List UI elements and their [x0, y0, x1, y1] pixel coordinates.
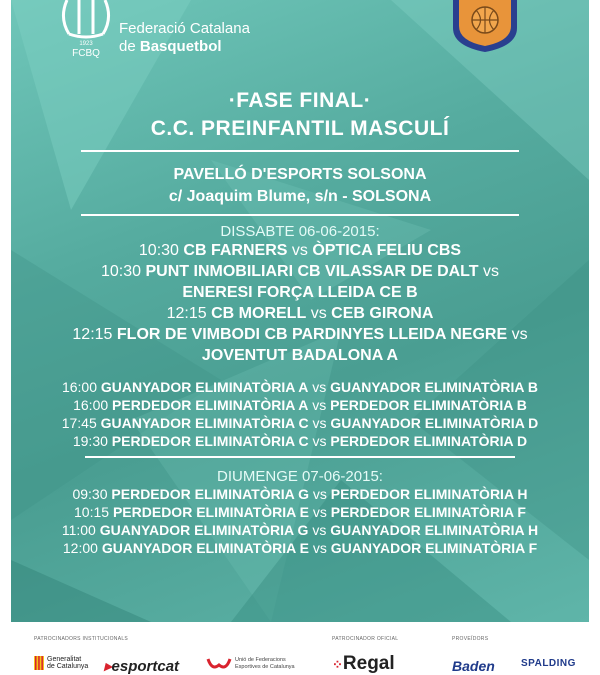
esportcat-logo: [104, 657, 179, 675]
saturday-heading: DISSABTE 06-06-2015:: [220, 223, 380, 240]
federation-name: [119, 20, 250, 56]
match-row-continued: [11, 282, 589, 303]
match-away: PERDEDOR ELIMINATÒRIA F: [330, 504, 526, 520]
match-home: PERDEDOR ELIMINATÒRIA E: [112, 504, 309, 520]
match-time: 12:00: [62, 540, 98, 556]
match-row: [11, 485, 589, 503]
match-row: [11, 414, 589, 432]
generalitat-logo: [34, 656, 89, 670]
federation-prefix: de: [119, 38, 140, 55]
institutional-sponsors-label: PATROCINADORS INSTITUCIONALS: [34, 636, 129, 642]
esportcat-mark-icon: ▸: [104, 658, 112, 675]
match-vs: vs: [312, 522, 327, 538]
match-row: [11, 539, 589, 557]
match-row: [11, 324, 589, 345]
match-row: [11, 432, 589, 450]
match-time: 16:00: [73, 397, 109, 413]
match-vs: vs: [511, 326, 528, 343]
venue-name: PAVELLÓ D'ESPORTS SOLSONA: [173, 166, 427, 183]
match-vs: vs: [291, 242, 308, 259]
match-home: FLOR DE VIMBODI CB PARDINYES LLEIDA NEGRE: [116, 326, 508, 343]
match-row: [11, 378, 589, 396]
match-vs: vs: [310, 305, 327, 322]
match-time: 17:45: [61, 415, 97, 431]
match-away: GUANYADOR ELIMINATÒRIA D: [330, 415, 539, 431]
federation-name-line2: [119, 38, 250, 56]
match-row: [11, 503, 589, 521]
match-away: ENERESI FORÇA LLEIDA CE B: [182, 284, 418, 301]
match-time: 10:30: [101, 263, 142, 280]
match-vs: vs: [312, 397, 327, 413]
generalitat-line1: Generalitat: [47, 656, 82, 663]
regal-dots-icon: ⁘: [332, 657, 343, 672]
match-vs: vs: [312, 433, 327, 449]
match-home: GUANYADOR ELIMINATÒRIA C: [100, 415, 309, 431]
match-away: GUANYADOR ELIMINATÒRIA F: [330, 540, 538, 556]
sponsors-bar: [0, 622, 600, 675]
generalitat-line2: de Catalunya: [47, 663, 89, 670]
match-home: PERDEDOR ELIMINATÒRIA G: [111, 486, 309, 502]
match-time: 09:30: [72, 486, 108, 502]
match-away: CEB GIRONA: [331, 305, 434, 322]
match-row: [11, 396, 589, 414]
official-sponsor-label: PATROCINADOR OFICIAL: [332, 636, 399, 642]
regal-text: Regal: [342, 653, 395, 674]
match-vs: vs: [312, 379, 327, 395]
providers-label: PROVEÏDORS: [452, 636, 489, 642]
match-home: PUNT INMOBILIARI CB VILASSAR DE DALT: [145, 263, 479, 280]
match-row: [11, 303, 589, 324]
club-badge-icon: [451, 0, 519, 52]
generalitat-flag-icon: [34, 656, 44, 670]
match-row: [11, 521, 589, 539]
match-away: PERDEDOR ELIMINATÒRIA H: [330, 486, 528, 502]
match-row: [11, 261, 589, 282]
match-time: 10:30: [138, 242, 179, 259]
ufec-line1: Unió de Federacions: [235, 657, 286, 663]
match-home: GUANYADOR ELIMINATÒRIA G: [99, 522, 309, 538]
ufec-logo: [206, 657, 295, 671]
fcbq-logo-icon: [55, 0, 117, 58]
match-away: PERDEDOR ELIMINATÒRIA B: [330, 397, 527, 413]
federation-name-line1: Federació Catalana: [119, 20, 250, 37]
match-time: 12:15: [72, 326, 113, 343]
match-home: GUANYADOR ELIMINATÒRIA E: [101, 540, 309, 556]
sunday-heading: DIUMENGE 07-06-2015:: [217, 468, 383, 485]
match-time: 10:15: [74, 504, 110, 520]
match-home: GUANYADOR ELIMINATÒRIA A: [100, 379, 309, 395]
venue-address: c/ Joaquim Blume, s/n - SOLSONA: [168, 188, 432, 205]
match-time: 11:00: [61, 522, 96, 538]
header: [11, 0, 589, 70]
event-title: ·FASE FINAL·: [228, 89, 372, 112]
match-time: 12:15: [166, 305, 207, 322]
match-vs: vs: [312, 415, 327, 431]
match-time: 16:00: [61, 379, 97, 395]
match-home: CB MORELL: [211, 305, 307, 322]
match-time: 19:30: [72, 433, 108, 449]
match-home: PERDEDOR ELIMINATÒRIA C: [111, 433, 309, 449]
match-away: PERDEDOR ELIMINATÒRIA D: [330, 433, 528, 449]
match-row-continued: [11, 345, 589, 366]
schedule-content: [11, 88, 589, 557]
ufec-line2: Esportives de Catalunya: [235, 664, 295, 670]
poster: [11, 0, 589, 622]
match-vs: vs: [482, 263, 499, 280]
match-away: GUANYADOR ELIMINATÒRIA B: [330, 379, 539, 395]
match-vs: vs: [312, 504, 327, 520]
baden-logo: Baden: [452, 658, 495, 674]
esportcat-text: esportcat: [111, 658, 180, 675]
match-away: GUANYADOR ELIMINATÒRIA H: [330, 522, 539, 538]
federation-bold: Basquetbol: [139, 38, 222, 55]
match-home: PERDEDOR ELIMINATÒRIA A: [112, 397, 309, 413]
match-away: JOVENTUT BADALONA A: [201, 347, 399, 364]
spalding-logo: SPALDING: [521, 658, 576, 669]
match-vs: vs: [312, 540, 327, 556]
ufec-mark-icon: [206, 657, 232, 671]
logo-initials: FCBQ: [72, 48, 100, 58]
logo-year: 1923: [79, 41, 93, 47]
match-home: CB FARNERS: [183, 242, 288, 259]
regal-logo: [332, 653, 395, 675]
match-vs: vs: [312, 486, 327, 502]
match-row: [11, 240, 589, 261]
match-away: ÒPTICA FELIU CBS: [312, 242, 462, 259]
event-category: C.C. PREINFANTIL MASCULÍ: [150, 117, 450, 140]
